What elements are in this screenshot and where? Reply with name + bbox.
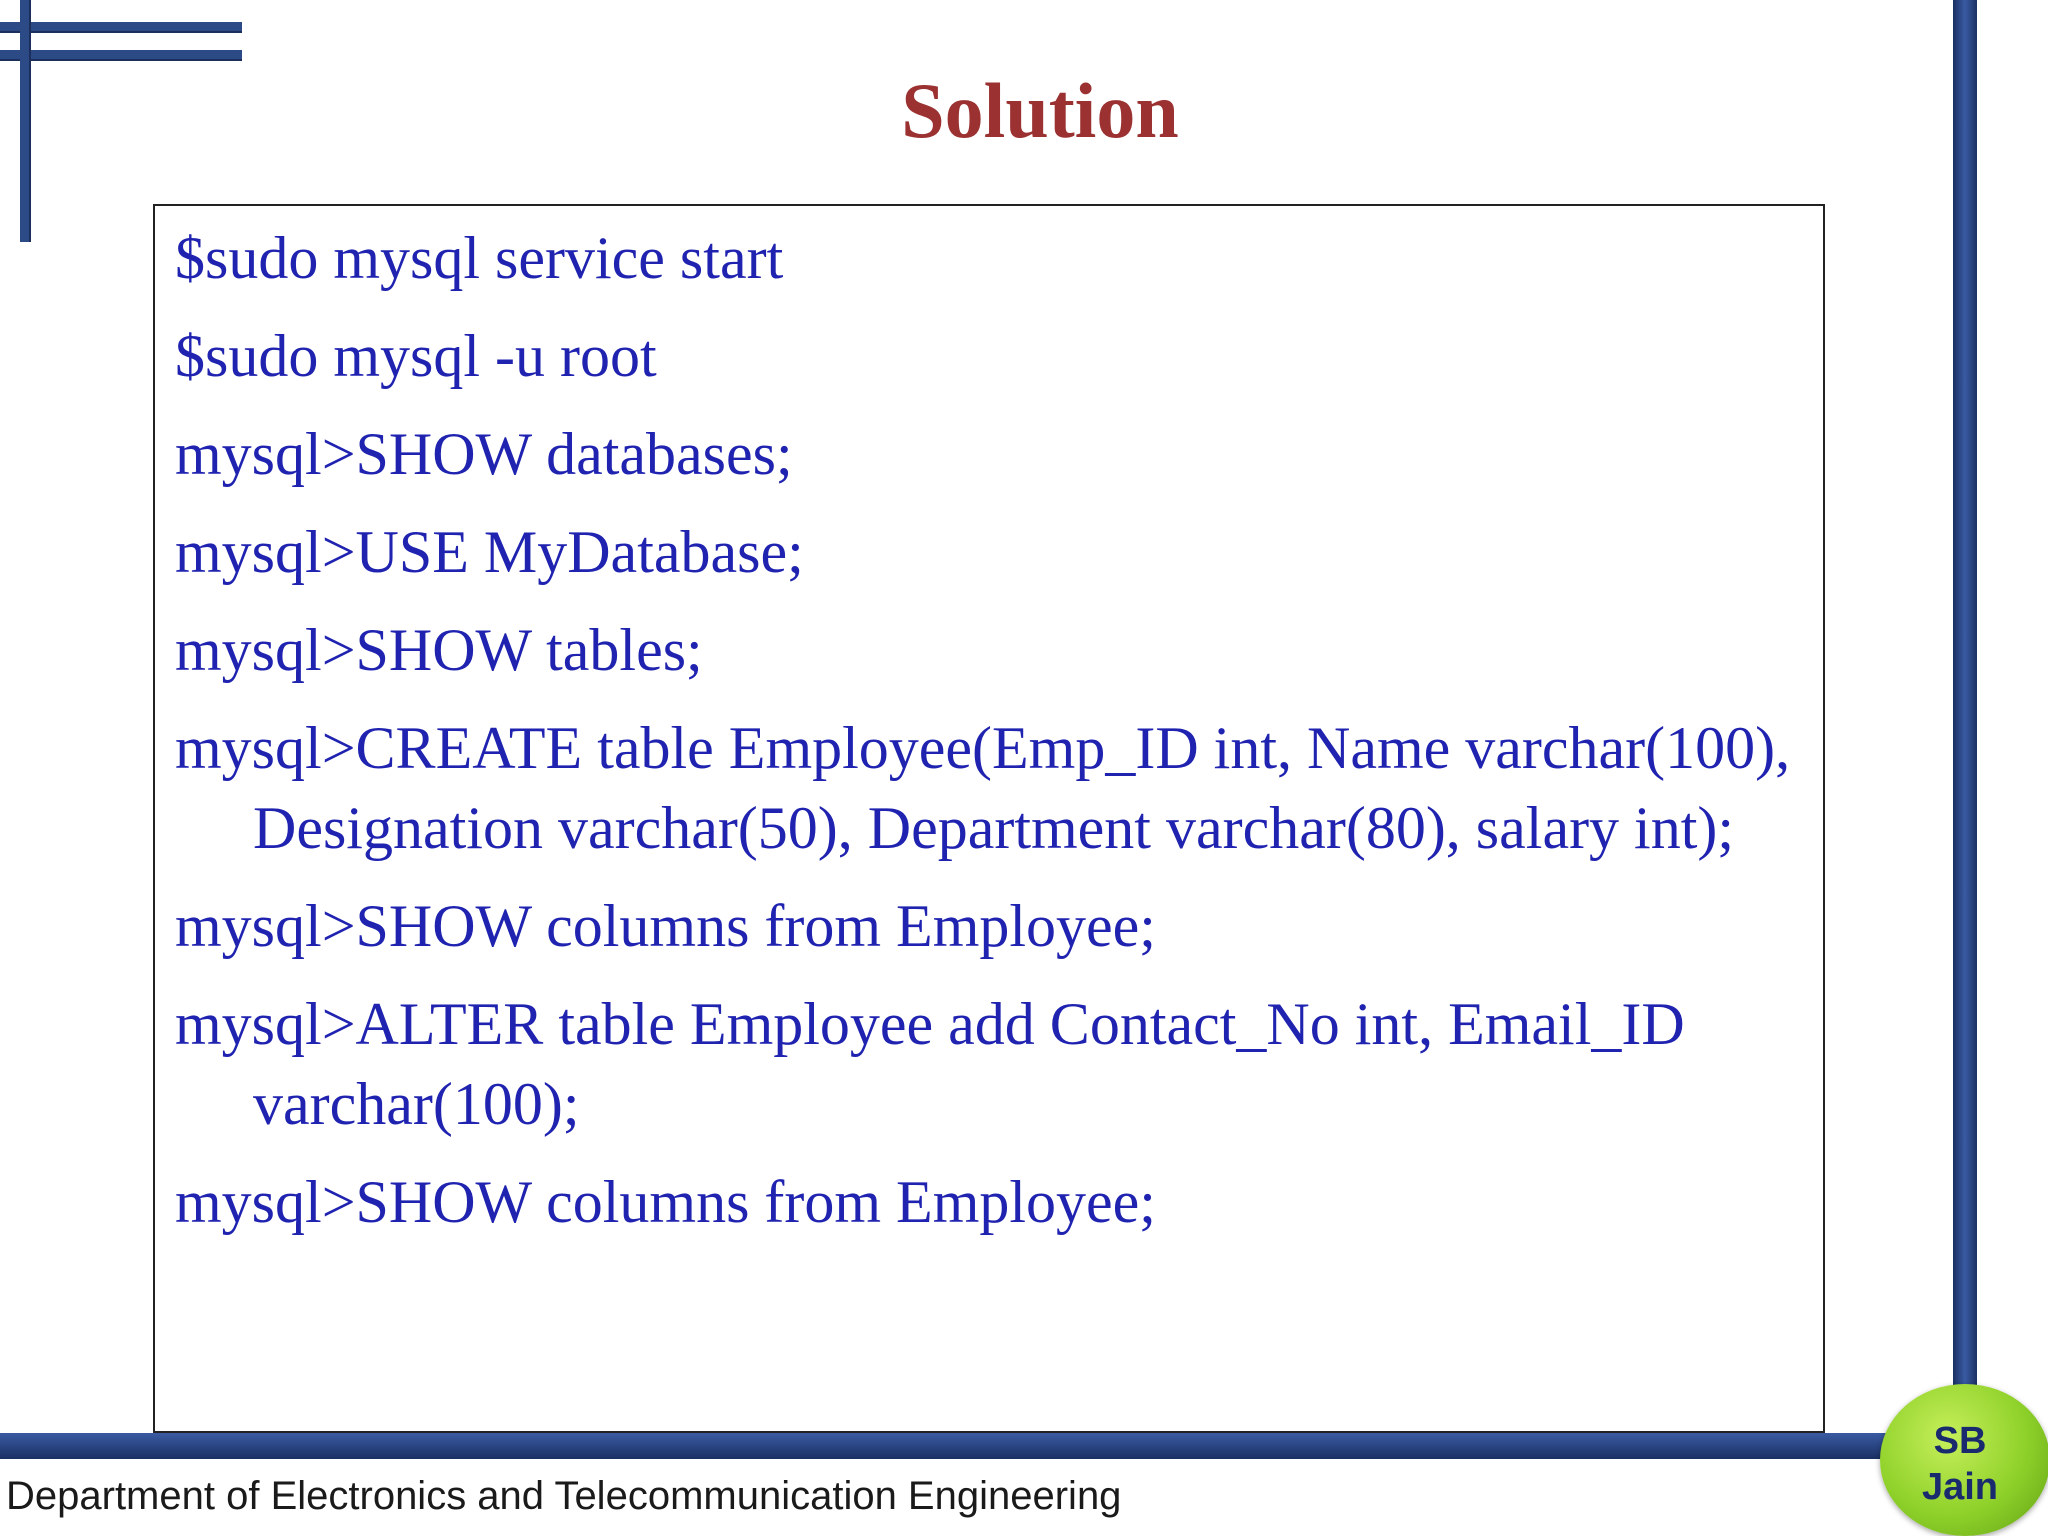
code-line: $sudo mysql service start <box>175 225 784 291</box>
code-line: mysql>ALTER table Employee add Contact_No int, Email_ID varchar(100); <box>175 991 1685 1137</box>
slide-title: Solution <box>901 67 1179 154</box>
footer-department: Department of Electronics and Telecommunication Engineering <box>6 1474 1122 1518</box>
sb-jain-logo <box>1880 1384 2048 1536</box>
right-border-bar <box>1953 0 1977 1390</box>
bottom-border-bar <box>0 1433 1900 1459</box>
code-box <box>153 204 1825 1433</box>
code-line: mysql>SHOW databases; <box>175 421 793 487</box>
code-line: mysql>SHOW columns from Employee; <box>175 893 1156 959</box>
code-line: mysql>SHOW columns from Employee; <box>175 1169 1156 1235</box>
logo-line-1: SB <box>1933 1420 1987 1462</box>
code-lines <box>175 218 1795 1260</box>
corner-line-horizontal-bottom <box>0 50 242 61</box>
logo-line-2: Jain <box>1921 1466 1999 1508</box>
code-line: mysql>USE MyDatabase; <box>175 519 804 585</box>
code-line: mysql>CREATE table Employee(Emp_ID int, Name varchar(100), Designation varchar(50), Department varchar(80), salary int); <box>175 715 1791 861</box>
corner-line-horizontal-top <box>0 22 242 33</box>
code-line: mysql>SHOW tables; <box>175 617 703 683</box>
logo-text <box>1880 1418 2040 1510</box>
code-line: $sudo mysql -u root <box>175 323 657 389</box>
